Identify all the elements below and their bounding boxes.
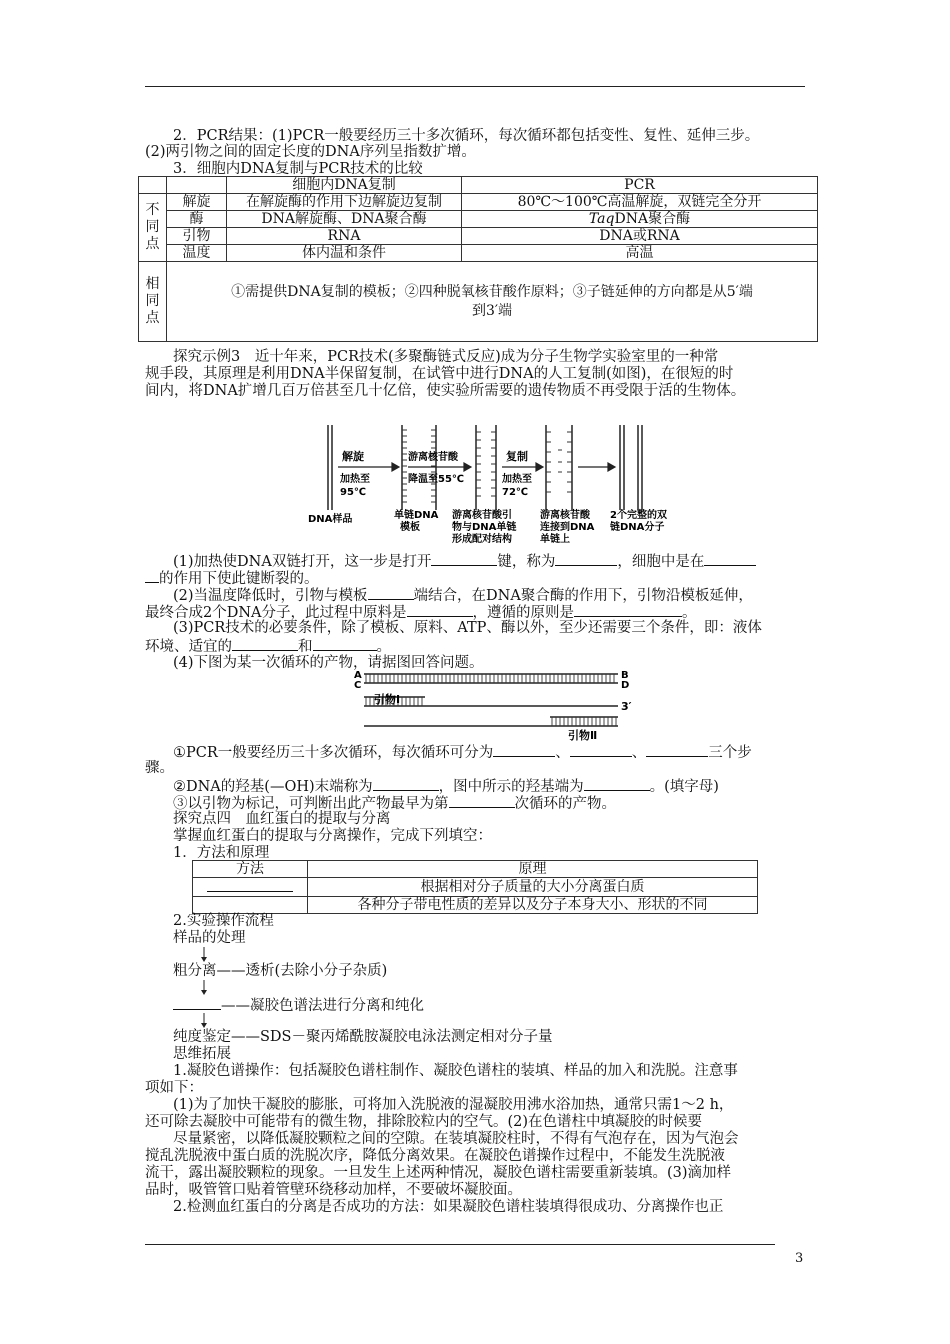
same-text-1: ①需提供DNA复制的模板；②四种脱氧核苷酸作原料；③子链延伸的方向都是从5′端	[231, 283, 753, 300]
q1-text-c: ，细胞中是在	[617, 554, 705, 570]
q4-1-text-a: ①PCR一般要经历三十多次循环，每次循环可分为	[173, 745, 494, 761]
q1-text-a: (1)加热使DNA双链打开，这一步是打开	[173, 554, 432, 570]
q2-text-a: (2)当温度降低时，引物与模板	[173, 588, 368, 604]
same-text-2: 到3′端	[471, 302, 513, 319]
think1-line7: 流干，露出凝胶颗粒的现象。一旦发生上述两种情况，凝胶色谱柱需要重新装填。(3)滴加样	[145, 1165, 732, 1181]
method-blank-1[interactable]	[207, 878, 293, 892]
method-cell-1	[193, 878, 308, 897]
q4-line: (4)下图为某一次循环的产物，请据图回答问题。	[173, 655, 484, 671]
q4-1-text-b: 三个步	[708, 745, 752, 761]
step1-label: 解旋	[342, 450, 364, 463]
step3-heat: 加热至	[502, 474, 532, 485]
q2-text-b: 端结合，在DNA聚合酶的作用下，引物沿模板延伸，	[413, 588, 753, 604]
caption-pair-3: 形成配对结构	[452, 534, 512, 545]
header-rule	[145, 86, 805, 87]
q1-blank-3a[interactable]	[704, 552, 756, 566]
label-a: A	[354, 670, 362, 681]
table-corner-2	[167, 177, 227, 194]
think1-line8: 品时，吸管管口贴着管壁环绕移动加样，不要破坏凝胶面。	[145, 1182, 522, 1198]
label-d: D	[621, 680, 630, 691]
principle-cell-2: 各种分子带电性质的差异以及分子本身大小、形状的不同	[308, 897, 758, 914]
section-methods: 1．方法和原理	[173, 845, 270, 861]
same-content	[167, 262, 818, 342]
method-cell-2	[193, 897, 308, 914]
row-pcr-temp: 高温	[462, 245, 818, 262]
taq-italic: Taq	[588, 211, 615, 227]
caption-final-1: 2个完整的双	[610, 510, 667, 521]
q3-text-c: 和	[298, 639, 313, 655]
cycle-product-figure	[350, 668, 640, 743]
same-label-3: 点	[145, 310, 160, 326]
think1-line4: 还可除去凝胶中可能带有的微生物，排除胶粒内的空气。(2)在色谱柱中填凝胶的时候要	[145, 1114, 703, 1130]
label-primer-2: 引物Ⅱ	[568, 729, 598, 742]
caption-join-2: 连接到DNA	[540, 522, 595, 533]
caption-pair-2: 物与DNA单链	[452, 522, 517, 533]
same-label-1: 相	[145, 276, 160, 292]
taq-rest: DNA聚合酶	[614, 211, 691, 227]
method-header: 方法	[193, 861, 308, 878]
caption-sample: DNA样品	[308, 514, 353, 525]
q2-blank-3[interactable]	[574, 603, 682, 617]
caption-single-2: 模板	[400, 522, 420, 533]
pcr-result-line1: 2．PCR结果：(1)PCR一般要经历三十多次循环，每次循环都包括变性、复性、延伸三步。	[173, 128, 760, 144]
think1-line2: 项如下：	[145, 1080, 203, 1096]
row-pcr-enzyme	[462, 211, 818, 228]
row-item-temp: 温度	[167, 245, 227, 262]
step2-cool: 降温至55℃	[408, 474, 465, 485]
step3-temp: 72℃	[502, 487, 529, 498]
q4-1-blank-3[interactable]	[646, 743, 708, 757]
caption-pair-1: 游离核苷酸引	[452, 510, 512, 521]
q4-2-text-a: ②DNA的羟基(—OH)末端称为	[173, 779, 373, 795]
q3-line2	[145, 637, 391, 656]
q1-blank-2[interactable]	[555, 552, 617, 566]
point4-intro: 掌握血红蛋白的提取与分离操作，完成下列填空：	[173, 828, 492, 844]
example3-line3: 间内，将DNA扩增几百万倍甚至几十亿倍，使实验所需要的遗传物质不再受限于活的生物体。	[145, 383, 746, 399]
caption-single-1: 单链DNA	[394, 510, 439, 521]
step1-heat: 加热至	[340, 474, 370, 485]
step3-label: 复制	[506, 450, 528, 463]
q4-1-blank-2[interactable]	[570, 743, 632, 757]
flow-arrow-1	[198, 947, 210, 963]
q3-line1: (3)PCR技术的必要条件，除了模板、原料、ATP、酶以外，至少还需要三个条件，即：液体	[173, 620, 762, 636]
q4-1-sep1: 、	[555, 745, 570, 761]
flow-arrow-2	[198, 980, 210, 996]
think1-line6: 搅乱洗脱液中蛋白质的洗脱次序，降低分离效果。在凝胶色谱操作过程中，不能发生洗脱液	[145, 1148, 725, 1164]
q4-3-text-b: 次循环的产物。	[514, 796, 616, 812]
q4-3-blank[interactable]	[449, 794, 515, 808]
pcr-process-figure	[300, 420, 700, 550]
example3-line1: 探究示例3 近十年来，PCR技术(多聚酶链式反应)成为分子生物学实验室里的一种常	[173, 349, 719, 365]
header-cell-pcr: PCR	[462, 177, 818, 194]
q1-text-d: 的作用下使此键断裂的。	[159, 571, 319, 587]
row-cell-temp: 体内温和条件	[227, 245, 462, 262]
q4-2-text-b: ，图中所示的羟基端为	[438, 779, 584, 795]
flow-step-2: 粗分离——透析(去除小分子杂质)	[173, 963, 388, 979]
step2-label: 游离核苷酸	[408, 452, 458, 463]
q4-3-text-a: ③以引物为标记，可判断出此产物最早为第	[173, 796, 449, 812]
q2-blank-2[interactable]	[407, 603, 473, 617]
diff-label	[139, 194, 167, 262]
q1-blank-1[interactable]	[431, 552, 497, 566]
q4-2-blank-2[interactable]	[584, 777, 650, 791]
q2-blank-1[interactable]	[368, 586, 414, 600]
think1-line1: 1.凝胶色谱操作：包括凝胶色谱柱制作、凝胶色谱柱的装填、样品的加入和洗脱。注意事	[173, 1063, 738, 1079]
q2-text-d: ，遵循的原则是	[472, 605, 575, 621]
pcr-result-line2: (2)两引物之间的固定长度的DNA序列呈指数扩增。	[145, 144, 476, 160]
q4-1-sep2: 、	[631, 745, 647, 761]
flow-step-3-text: ——凝胶色谱法进行分离和纯化	[221, 998, 424, 1014]
section-point4: 探究点四 血红蛋白的提取与分离	[173, 811, 391, 827]
section-flow: 2.实验操作流程	[173, 913, 274, 929]
label-b: B	[621, 670, 629, 681]
q4-1-line1	[173, 743, 752, 762]
diff-label-3: 点	[145, 236, 160, 252]
flow-blank[interactable]	[173, 996, 221, 1010]
label-3prime: 3′	[621, 700, 632, 713]
section-think: 思维拓展	[173, 1046, 231, 1062]
q3-blank-2[interactable]	[313, 637, 377, 651]
principle-header: 原理	[308, 861, 758, 878]
caption-final-2: 链DNA分子	[610, 522, 665, 533]
row-cell-enzyme: DNA解旋酶、DNA聚合酶	[227, 211, 462, 228]
think1-line3: (1)为了加快干凝胶的膨胀，可将加入洗脱液的湿凝胶用沸水浴加热，通常只需1～2 h，	[173, 1097, 734, 1113]
same-label	[139, 262, 167, 342]
row-cell-unwind: 在解旋酶的作用下边解旋边复制	[227, 194, 462, 211]
row-item-enzyme: 酶	[167, 211, 227, 228]
think2-line1: 2.检测血红蛋白的分离是否成功的方法：如果凝胶色谱柱装填得很成功、分离操作也正	[173, 1199, 724, 1215]
footer-rule	[145, 1244, 775, 1245]
q1-blank-3b[interactable]	[145, 569, 159, 583]
header-cell-dna: 细胞内DNA复制	[227, 177, 462, 194]
label-c: C	[354, 680, 362, 691]
q4-2-text-c: 。(填字母)	[649, 779, 719, 795]
row-item-primer: 引物	[167, 228, 227, 245]
example3-line2: 规手段，其原理是利用DNA半保留复制，在试管中进行DNA的人工复制(如图)，在很短的时	[145, 366, 734, 382]
q3-blank-1[interactable]	[232, 637, 298, 651]
q4-2-blank-1[interactable]	[373, 777, 439, 791]
step1-temp: 95℃	[340, 487, 367, 498]
caption-join-3: 单链上	[540, 534, 570, 545]
row-item-unwind: 解旋	[167, 194, 227, 211]
q2-text-e: 。	[682, 605, 697, 621]
flow-step-3	[173, 996, 424, 1015]
caption-join-1: 游离核苷酸	[540, 510, 590, 521]
compare-title: 3．细胞内DNA复制与PCR技术的比较	[173, 161, 423, 177]
diff-label-1: 不	[145, 202, 160, 218]
label-primer-1: 引物Ⅰ	[374, 693, 401, 706]
table-corner	[139, 177, 167, 194]
flow-arrow-3	[198, 1013, 210, 1029]
same-label-2: 同	[145, 293, 160, 309]
q3-text-d: 。	[376, 639, 391, 655]
diff-label-2: 同	[145, 219, 160, 235]
row-cell-primer: RNA	[227, 228, 462, 245]
method-table	[192, 860, 758, 914]
flow-step-4: 纯度鉴定——SDS－聚丙烯酰胺凝胶电泳法测定相对分子量	[173, 1029, 553, 1045]
principle-cell-1: 根据相对分子质量的大小分离蛋白质	[308, 878, 758, 897]
think1-line5: 尽量紧密，以降低凝胶颗粒之间的空隙。在装填凝胶柱时，不得有气泡存在，因为气泡会	[173, 1131, 739, 1147]
row-pcr-unwind: 80℃～100℃高温解旋，双链完全分开	[462, 194, 818, 211]
flow-step-1: 样品的处理	[173, 930, 246, 946]
q4-1-blank-1[interactable]	[493, 743, 555, 757]
comparison-table	[138, 176, 818, 342]
q3-text-b: 环境、适宜的	[145, 639, 232, 655]
row-pcr-primer: DNA或RNA	[462, 228, 818, 245]
q4-1-line2: 骤。	[145, 760, 174, 776]
q2-text-c: 最终合成2个DNA分子，此过程中原料是	[145, 605, 407, 621]
q1-text-b: 键，称为	[497, 554, 556, 570]
page-number: 3	[795, 1251, 804, 1266]
